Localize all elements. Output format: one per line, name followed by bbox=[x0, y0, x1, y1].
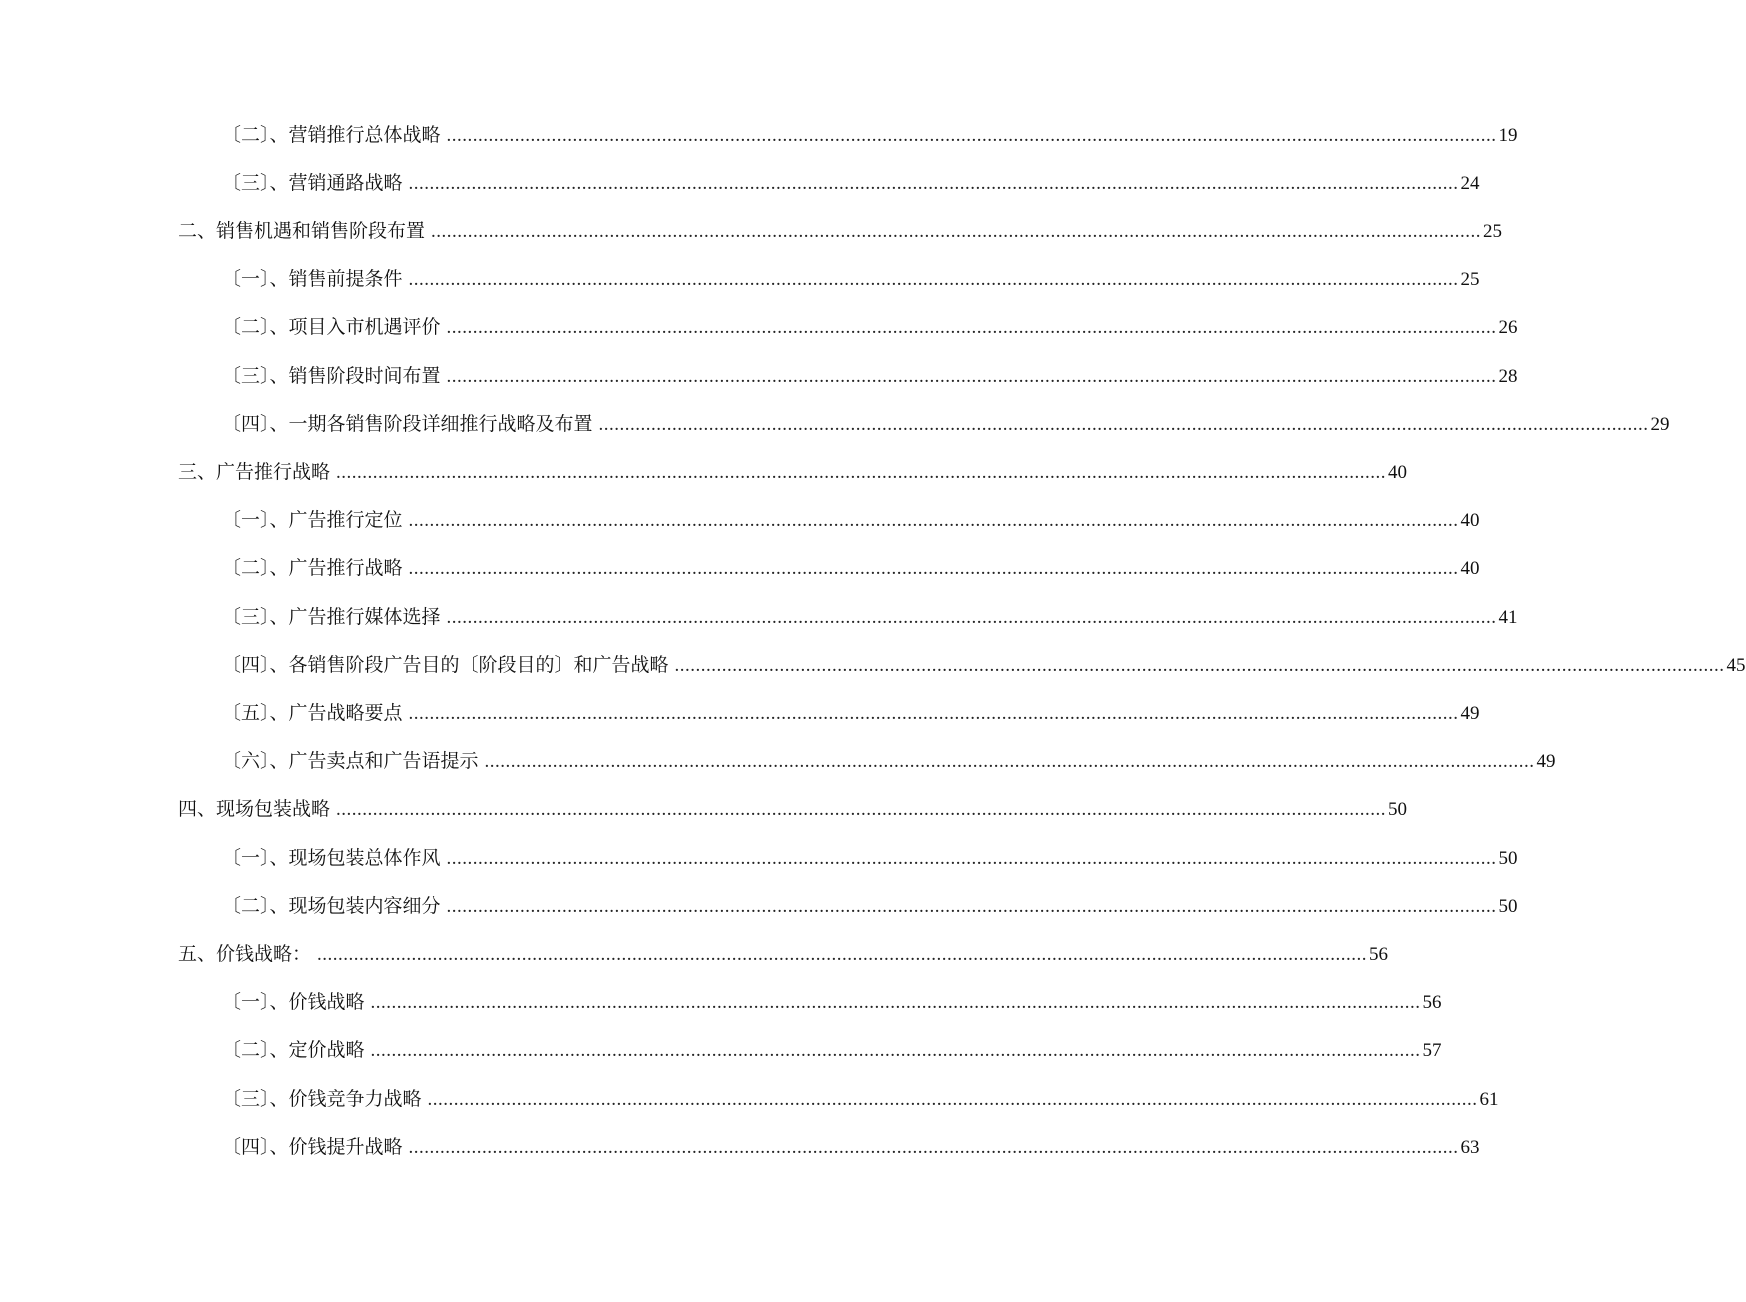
toc-entry[interactable] bbox=[222, 891, 1518, 921]
toc-entry-page: 25 bbox=[1460, 269, 1480, 290]
toc-leader-dots: ........................................................................................................................................................................................................ bbox=[446, 848, 1497, 869]
toc-entry[interactable] bbox=[222, 120, 1518, 150]
toc-entry[interactable] bbox=[222, 312, 1518, 342]
toc-entry-title: 五、价钱战略： bbox=[178, 943, 312, 965]
toc-entry[interactable] bbox=[222, 1084, 1499, 1114]
toc-entry[interactable] bbox=[178, 794, 1408, 824]
toc-entry[interactable] bbox=[222, 746, 1556, 776]
toc-leader-dots: ........................................................................................................................................................................................................ bbox=[446, 896, 1497, 917]
toc-entry-page: 63 bbox=[1460, 1137, 1480, 1158]
toc-entry[interactable] bbox=[222, 409, 1670, 439]
toc-leader-dots: ........................................................................................................................................................................................................ bbox=[336, 462, 1387, 483]
toc-entry[interactable] bbox=[178, 457, 1408, 487]
toc-entry-title: 〔四〕、一期各销售阶段详细推行战略及布置 bbox=[222, 413, 593, 435]
toc-entry-title: 〔四〕、各销售阶段广告目的〔阶段目的〕和广告战略 bbox=[222, 654, 669, 676]
toc-leader-dots: ........................................................................................................................................................................................................ bbox=[336, 799, 1387, 820]
toc-entry-title: 三、广告推行战略 bbox=[178, 461, 331, 483]
toc-entry[interactable] bbox=[222, 505, 1480, 535]
toc-entry[interactable] bbox=[222, 650, 1746, 680]
toc-entry-title: 〔四〕、价钱提升战略 bbox=[222, 1136, 403, 1158]
toc-entry-page: 56 bbox=[1422, 992, 1442, 1013]
toc-entry-title: 〔三〕、价钱竞争力战略 bbox=[222, 1088, 422, 1110]
toc-leader-dots: ........................................................................................................................................................................................................ bbox=[484, 751, 1535, 772]
toc-entry-page: 40 bbox=[1460, 510, 1480, 531]
toc-entry-page: 29 bbox=[1650, 414, 1670, 435]
toc-leader-dots: ........................................................................................................................................................................................................ bbox=[446, 125, 1497, 146]
toc-entry-title: 〔一〕、广告推行定位 bbox=[222, 509, 403, 531]
toc-leader-dots: ........................................................................................................................................................................................................ bbox=[598, 414, 1649, 435]
toc-entry[interactable] bbox=[222, 843, 1518, 873]
toc-entry-page: 19 bbox=[1498, 125, 1518, 146]
toc-leader-dots: ........................................................................................................................................................................................................ bbox=[370, 992, 1421, 1013]
toc-leader-dots: ........................................................................................................................................................................................................ bbox=[408, 703, 1459, 724]
toc-entry-title: 四、现场包装战略 bbox=[178, 798, 331, 820]
toc-entry-page: 28 bbox=[1498, 366, 1518, 387]
toc-entry-page: 50 bbox=[1388, 799, 1408, 820]
toc-entry-title: 〔三〕、广告推行媒体选择 bbox=[222, 606, 441, 628]
toc-entry[interactable] bbox=[222, 698, 1480, 728]
toc-leader-dots: ........................................................................................................................................................................................................ bbox=[408, 1137, 1459, 1158]
toc-entry[interactable] bbox=[178, 216, 1503, 246]
toc-entry-title: 〔三〕、营销通路战略 bbox=[222, 172, 403, 194]
toc-entry[interactable] bbox=[222, 602, 1518, 632]
toc-leader-dots: ........................................................................................................................................................................................................ bbox=[408, 510, 1459, 531]
toc-leader-dots: ........................................................................................................................................................................................................ bbox=[408, 558, 1459, 579]
toc-leader-dots: ........................................................................................................................................................................................................ bbox=[408, 173, 1459, 194]
toc-entry-title: 〔二〕、现场包装内容细分 bbox=[222, 895, 441, 917]
toc-entry-page: 26 bbox=[1498, 317, 1518, 338]
toc-entry-page: 40 bbox=[1388, 462, 1408, 483]
toc-entry-page: 57 bbox=[1422, 1040, 1442, 1061]
toc-leader-dots: ........................................................................................................................................................................................................ bbox=[431, 221, 1482, 242]
toc-leader-dots: ........................................................................................................................................................................................................ bbox=[408, 269, 1459, 290]
toc-leader-dots: ........................................................................................................................................................................................................ bbox=[427, 1089, 1478, 1110]
toc-entry-page: 49 bbox=[1536, 751, 1556, 772]
toc-leader-dots: ........................................................................................................................................................................................................ bbox=[446, 607, 1497, 628]
toc-entry-page: 56 bbox=[1369, 944, 1389, 965]
toc-entry-page: 40 bbox=[1460, 558, 1480, 579]
toc-entry-page: 24 bbox=[1460, 173, 1480, 194]
toc-entry-page: 61 bbox=[1479, 1089, 1499, 1110]
toc-leader-dots: ........................................................................................................................................................................................................ bbox=[674, 655, 1725, 676]
toc-entry-title: 〔三〕、销售阶段时间布置 bbox=[222, 365, 441, 387]
toc-leader-dots: ........................................................................................................................................................................................................ bbox=[446, 366, 1497, 387]
toc-entry-title: 二、销售机遇和销售阶段布置 bbox=[178, 220, 426, 242]
toc-entry-page: 50 bbox=[1498, 896, 1518, 917]
toc-entry-page: 25 bbox=[1483, 221, 1503, 242]
toc-leader-dots: ........................................................................................................................................................................................................ bbox=[317, 944, 1368, 965]
toc-entry[interactable] bbox=[222, 264, 1480, 294]
toc-entry[interactable] bbox=[222, 987, 1442, 1017]
toc-entry[interactable] bbox=[222, 168, 1480, 198]
toc-entry-title: 〔一〕、销售前提条件 bbox=[222, 268, 403, 290]
toc-entry[interactable] bbox=[222, 1035, 1442, 1065]
toc-entry-title: 〔二〕、营销推行总体战略 bbox=[222, 124, 441, 146]
toc-entry-title: 〔六〕、广告卖点和广告语提示 bbox=[222, 750, 479, 772]
toc-entry-title: 〔二〕、广告推行战略 bbox=[222, 557, 403, 579]
toc-entry[interactable] bbox=[222, 361, 1518, 391]
toc-entry-page: 49 bbox=[1460, 703, 1480, 724]
toc-entry-title: 〔一〕、现场包装总体作风 bbox=[222, 847, 441, 869]
toc-entry-title: 〔五〕、广告战略要点 bbox=[222, 702, 403, 724]
toc-leader-dots: ........................................................................................................................................................................................................ bbox=[370, 1040, 1421, 1061]
toc-entry-page: 50 bbox=[1498, 848, 1518, 869]
toc-entry[interactable] bbox=[178, 939, 1389, 969]
toc-leader-dots: ........................................................................................................................................................................................................ bbox=[446, 317, 1497, 338]
toc-entry-page: 45 bbox=[1726, 655, 1746, 676]
toc-entry[interactable] bbox=[222, 1132, 1480, 1162]
toc-entry-title: 〔二〕、定价战略 bbox=[222, 1039, 365, 1061]
toc-entry-page: 41 bbox=[1498, 607, 1518, 628]
toc-entry-title: 〔一〕、价钱战略 bbox=[222, 991, 365, 1013]
toc-entry-title: 〔二〕、项目入市机遇评价 bbox=[222, 316, 441, 338]
toc-entry[interactable] bbox=[222, 553, 1480, 583]
